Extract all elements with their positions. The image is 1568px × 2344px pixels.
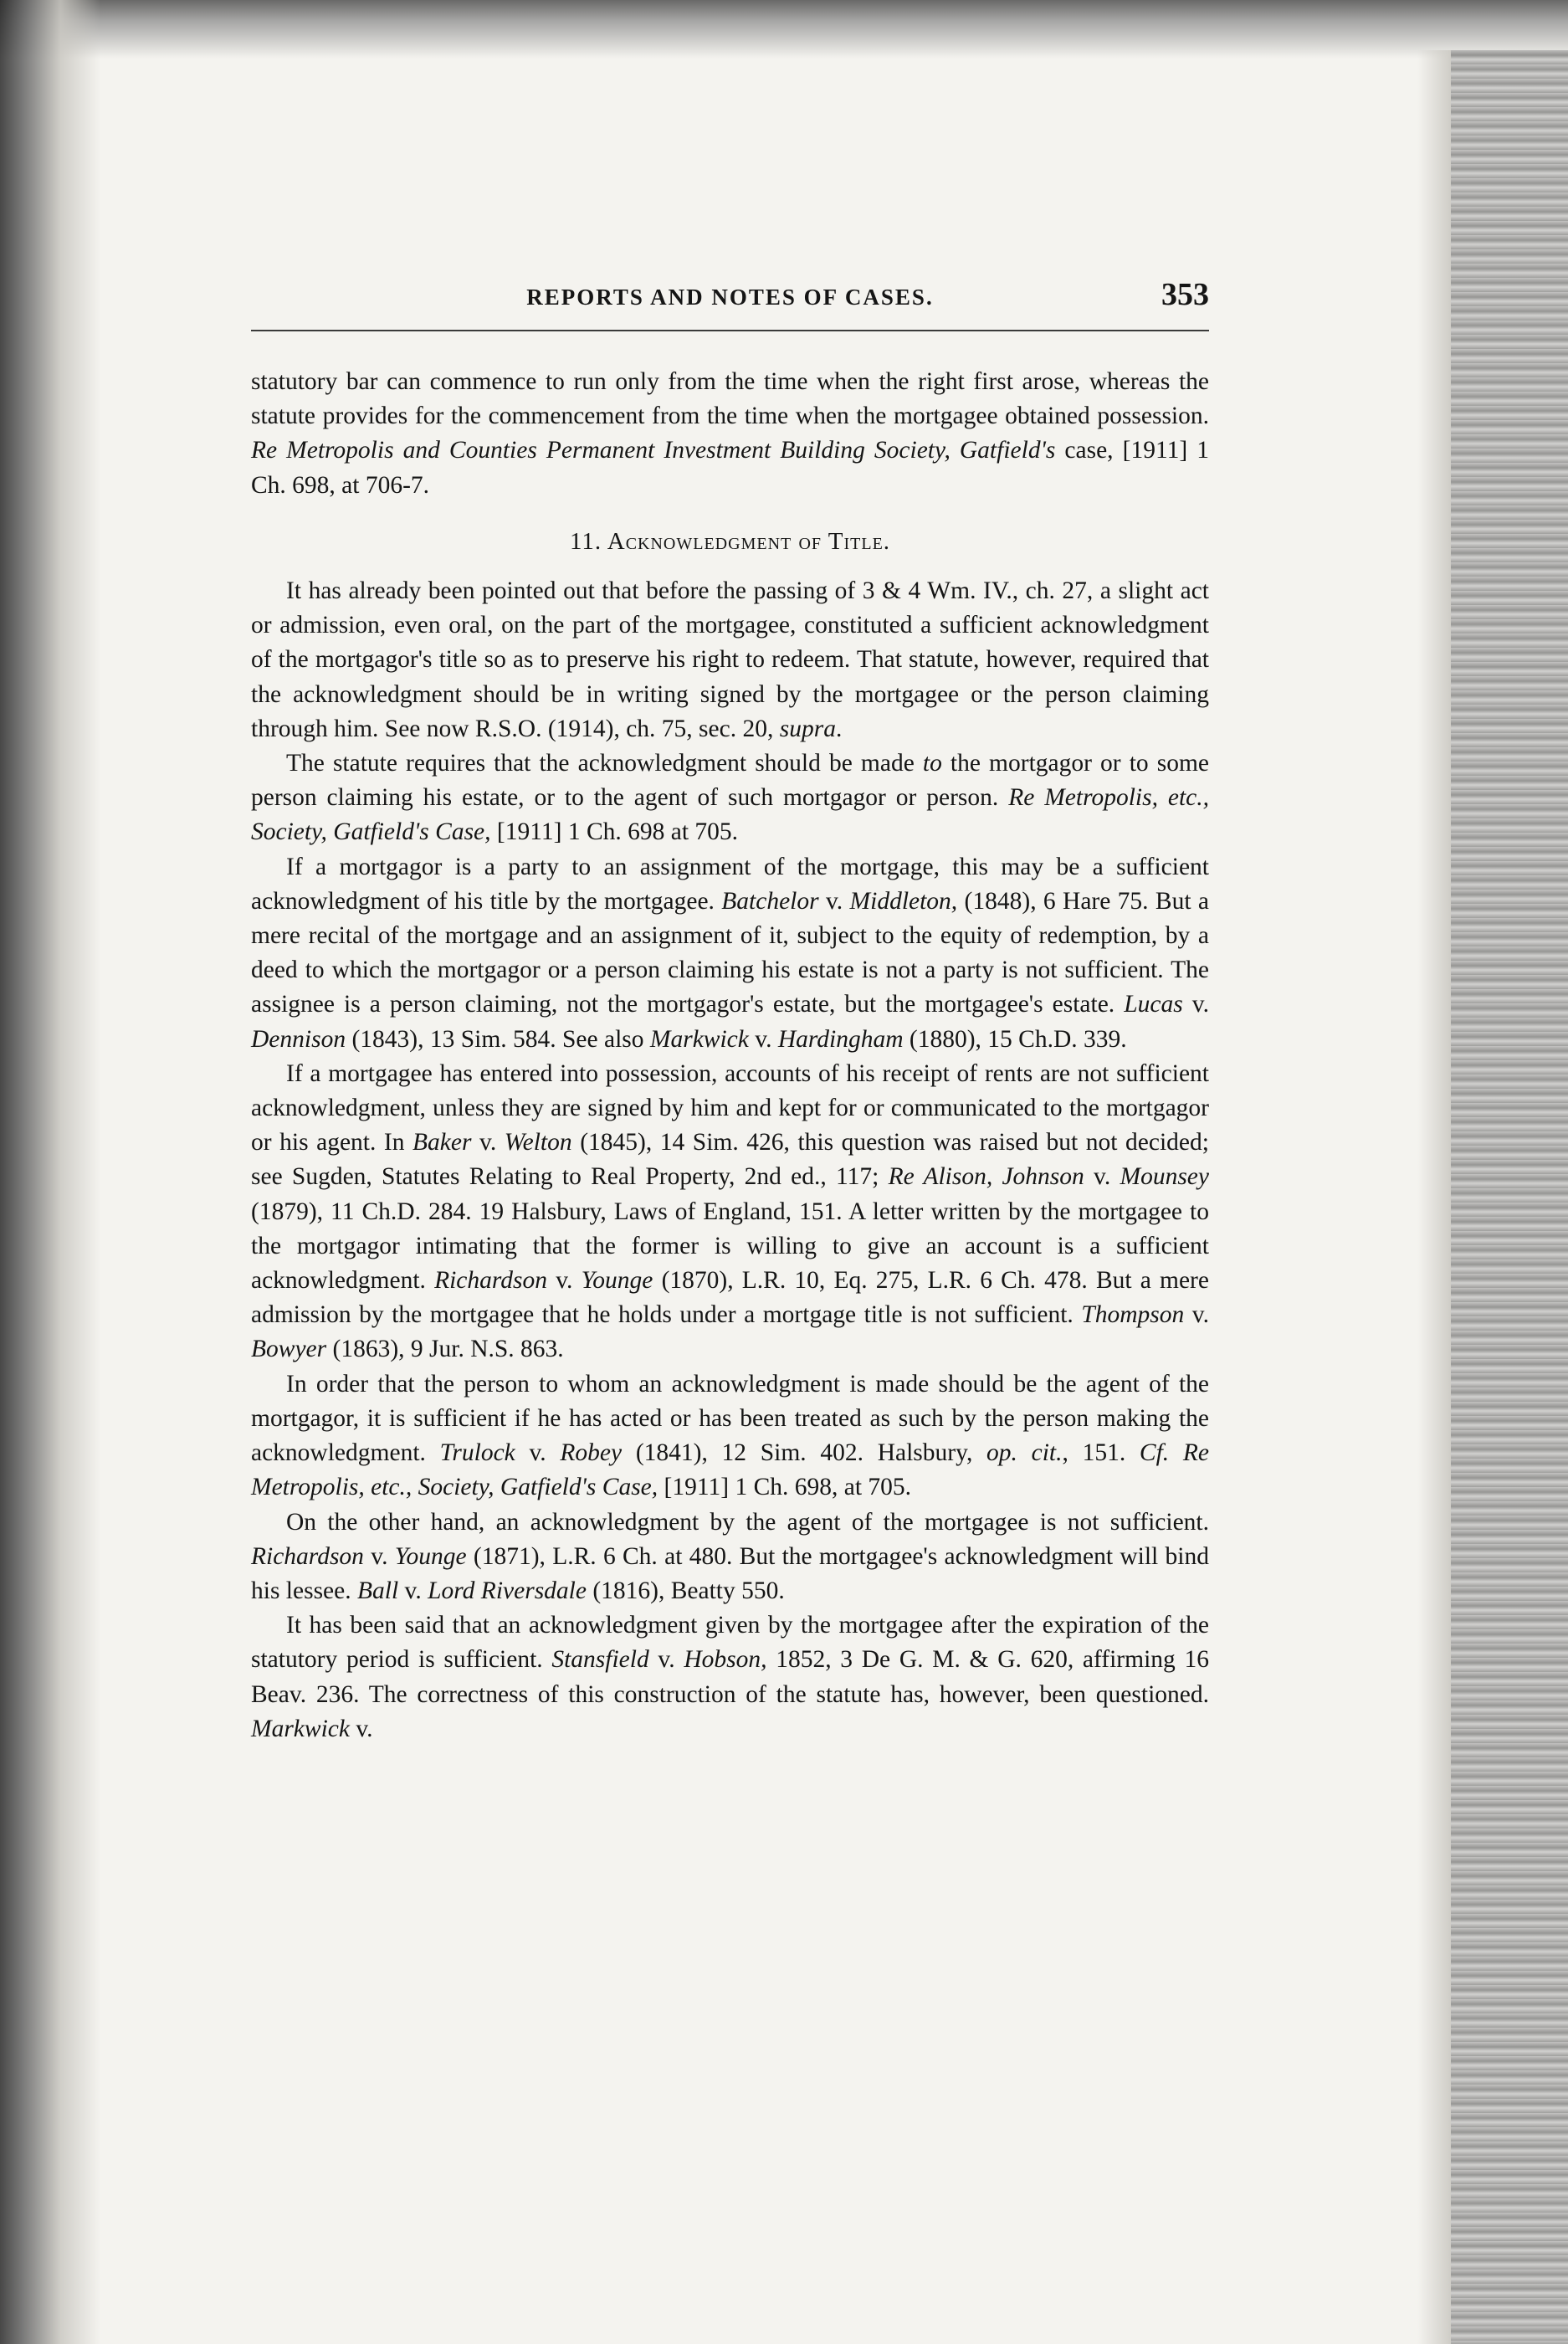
paragraph — [251, 746, 1209, 850]
text-run: (1870), L.R. 10, Eq. 275, L.R. 6 Ch. 478. But a mere admission by the mortgagee that he holds under a mortgage title is not sufficient. — [251, 1267, 1209, 1329]
italic-run: Re Metropolis and Counties Permanent Investment Building Society, Gatfield's — [251, 437, 1056, 464]
text-run: If a mortgagor is a party to an assignment of the mortgage, this may be a sufficient acknowledgment of his title by the mortgagee. — [251, 853, 1209, 915]
italic-run: Lord Riversdale — [428, 1577, 587, 1604]
text-run: v. — [363, 1542, 395, 1570]
text-run: It has been said that an acknowledgment given by the mortgagee after the expiration of the statutory period is sufficient. — [251, 1612, 1209, 1674]
italic-run: Batchelor — [721, 887, 819, 915]
text-run: (1871), L.R. 6 Ch. at 480. But the mortgagee's acknowledgment will bind his lessee. — [251, 1542, 1209, 1604]
scan-book-edge-right — [1451, 50, 1568, 2344]
italic-run: Cf. Re Metropolis, etc., Society, Gatfield's Case, — [251, 1439, 1209, 1501]
italic-run: Bowyer — [251, 1336, 327, 1363]
text-run: In order that the person to whom an acknowledgment is made should be the agent of the mortgagor, it is sufficient if he has acted or has been treated as such by the person making the acknowledgment. — [251, 1370, 1209, 1467]
italic-run: Baker — [412, 1129, 472, 1157]
italic-run: Hardingham — [777, 1025, 904, 1053]
scan-shadow-top — [0, 0, 1568, 59]
text-run: (1879), 11 Ch.D. 284. 19 Halsbury, Laws of England, 151. A letter written by the mortgagee to the mortgagor intimating that the former is willing to give an account is a sufficient acknowledgment. — [251, 1198, 1209, 1295]
italic-run: Richardson — [251, 1542, 364, 1570]
text-run: v. — [547, 1267, 582, 1295]
paragraph — [251, 574, 1209, 746]
italic-run: Ball — [357, 1577, 399, 1604]
text-run: v. — [471, 1129, 505, 1157]
italic-run: op. cit. — [986, 1439, 1063, 1467]
text-run: (1843), 13 Sim. 584. See also — [346, 1025, 650, 1053]
book-page — [251, 276, 1209, 1746]
italic-run: Markwick — [251, 1715, 350, 1742]
italic-run: Markwick — [649, 1025, 749, 1053]
page-number: 353 — [1161, 277, 1209, 312]
italic-run: supra — [779, 715, 836, 742]
text-run: On the other hand, an acknowledgment by the agent of the mortgagee is not sufficient. — [286, 1508, 1209, 1536]
text-run: case, [1911] 1 Ch. 698, at 706-7. — [251, 437, 1209, 499]
text-run: (1848), 6 Hare 75. But a mere recital of the mortgage and an assignment of it, subject to the equity of redemption, by a deed to which the mortgagor or a person claiming his estate is not a party is not sufficient. The assignee is a person claiming, not the mortgagor's estate, but the mortgagee's estate. — [251, 887, 1209, 1018]
italic-run: Richardson — [434, 1267, 548, 1295]
italic-run: Younge — [394, 1542, 467, 1570]
scan-shadow-right-fade — [1417, 50, 1451, 2344]
italic-run: Robey — [560, 1439, 623, 1467]
italic-run: Thompson — [1081, 1301, 1185, 1329]
italic-run: Hobson, — [684, 1646, 767, 1674]
text-run: [1911] 1 Ch. 698, at 705. — [658, 1474, 912, 1501]
text-run: v. — [1184, 1301, 1209, 1329]
paragraph — [251, 850, 1209, 1057]
paragraph — [251, 365, 1209, 503]
text-run: v. — [748, 1025, 778, 1053]
running-head — [251, 276, 1209, 331]
italic-run: Re Alison, Johnson — [888, 1163, 1084, 1191]
scan-shadow-left — [0, 0, 100, 2344]
text-run: 1852, 3 De G. M. & G. 620, affirming 16 Beav. 236. The correctness of this construction of the statute has, however, been questioned. — [251, 1646, 1209, 1708]
text-run: [1911] 1 Ch. 698 at 705. — [490, 818, 739, 846]
paragraph — [251, 1505, 1209, 1609]
text-run: The statute requires that the acknowledgment should be made — [286, 750, 923, 777]
text-run: v. — [1182, 991, 1209, 1018]
italic-run: Re Metropolis, etc., Society, Gatfield's Case, — [251, 784, 1209, 846]
running-title: REPORTS AND NOTES OF CASES. — [526, 285, 934, 310]
italic-run: to — [922, 750, 942, 777]
text-run: (1845), 14 Sim. 426, this question was raised but not decided; see Sugden, Statutes Relating to Real Property, 2nd ed., 117; — [251, 1129, 1209, 1191]
italic-run: Younge — [581, 1267, 653, 1295]
text-run: v. — [349, 1715, 373, 1742]
text-run: (1863), 9 Jur. N.S. 863. — [326, 1336, 564, 1363]
paragraph — [251, 1057, 1209, 1367]
italic-run: Dennison — [251, 1025, 346, 1053]
section-heading: 11. Acknowledgment of Title. — [569, 527, 891, 555]
italic-run: Mounsey — [1120, 1163, 1209, 1191]
text-run: It has already been pointed out that before the passing of 3 & 4 Wm. IV., ch. 27, a slight act or admission, even oral, on the part of the mortgagee, constituted a sufficient acknowledgment of the mortgagor's title so as to preserve his right to redeem. That statute, however, required that the acknowledgment should be in writing signed by the mortgagee or the person claiming through him. See now R.S.O. (1914), ch. 75, sec. 20, — [251, 577, 1209, 742]
text-run: statutory bar can commence to run only from the time when the right first arose, whereas the statute provides for the commencement from the time when the mortgagee obtained possession. — [251, 368, 1209, 430]
paragraph — [251, 1367, 1209, 1505]
text-run: (1841), 12 Sim. 402. Halsbury, — [622, 1439, 987, 1467]
text-run: v. — [1084, 1163, 1120, 1191]
body-text — [251, 365, 1209, 1746]
paragraph — [251, 1608, 1209, 1746]
text-run: v. — [818, 887, 850, 915]
italic-run: Trulock — [439, 1439, 515, 1467]
text-run: the mortgagor or to some person claiming his estate, or to the agent of such mortgagor or person. — [251, 750, 1210, 812]
text-run: (1880), 15 Ch.D. 339. — [903, 1025, 1127, 1053]
italic-run: Middleton, — [849, 887, 958, 915]
text-run: . — [835, 715, 843, 742]
text-run: If a mortgagee has entered into possession, accounts of his receipt of rents are not sufficient acknowledgment, unless they are signed by him and kept for or communicated to the mortgagor or his agent. In — [251, 1059, 1209, 1157]
text-run: , 151. — [1062, 1439, 1140, 1467]
text-run: v. — [398, 1577, 428, 1604]
text-run: v. — [648, 1646, 684, 1674]
text-run: (1816), Beatty 550. — [586, 1577, 785, 1604]
italic-run: Welton — [504, 1129, 572, 1157]
italic-run: Stansfield — [551, 1646, 649, 1674]
italic-run: Lucas — [1124, 991, 1183, 1018]
text-run: v. — [515, 1439, 561, 1467]
